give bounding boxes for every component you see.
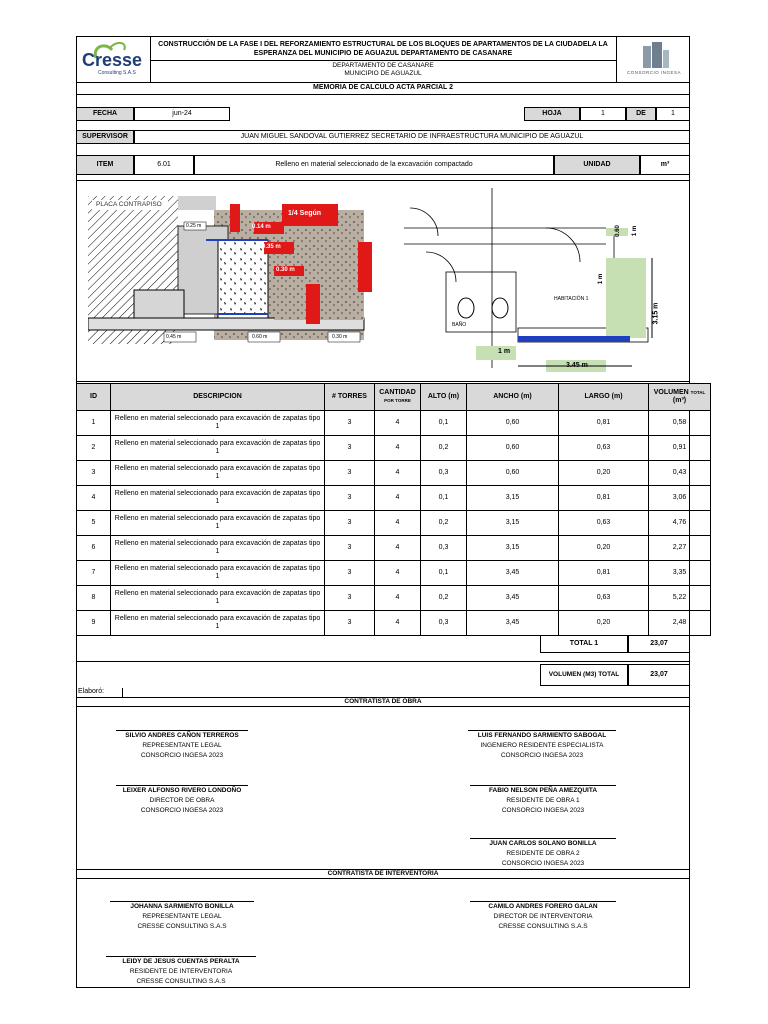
cell-cantidad: 4 [375, 536, 421, 561]
cell-torres: 3 [325, 561, 375, 586]
volumen-total-label: VOLUMEN (M3) TOTAL [540, 664, 628, 686]
col-id: ID [77, 384, 111, 411]
cell-volumen: 2,48 [649, 611, 711, 636]
cell-ancho: 3,15 [467, 536, 559, 561]
plan-dim-label: 1 m [598, 273, 605, 285]
logo-left-text: Cresse [82, 50, 143, 70]
signature-block: FABIO NELSON PEÑA AMEZQUITA RESIDENTE DE OBRA 1 CONSORCIO INGESA 2023 [470, 785, 616, 816]
signature-block: LEIXER ALFONSO RIVERO LONDOÑO DIRECTOR DE OBRA CONSORCIO INGESA 2023 [116, 785, 248, 816]
table-row [77, 536, 711, 561]
cell-desc: Relleno en material seleccionado para excavación de zapatas tipo 1 [111, 461, 325, 486]
cell-id: 2 [77, 436, 111, 461]
logo-left [76, 36, 151, 82]
hoja-value: 1 [580, 107, 626, 121]
section-detail-drawing [88, 196, 372, 346]
col-cantidad: CANTIDAD POR TORRE [375, 384, 421, 411]
placa-label: PLACA CONTRAPISO [96, 201, 162, 208]
cell-desc: Relleno en material seleccionado para excavación de zapatas tipo 1 [111, 411, 325, 436]
dim-label: 0.30 m [276, 267, 295, 273]
cell-largo: 0,20 [559, 536, 649, 561]
fecha-label: FECHA [76, 107, 134, 121]
cell-ancho: 0,60 [467, 411, 559, 436]
cell-desc: Relleno en material seleccionado para excavación de zapatas tipo 1 [111, 486, 325, 511]
signature-block: LEIDY DE JESUS CUENTAS PERALTA RESIDENTE DE INTERVENTORIA CRESSE CONSULTING S.A.S [106, 956, 256, 987]
table-header-row [77, 384, 711, 411]
section-contratista-obra: CONTRATISTA DE OBRA [76, 697, 690, 707]
floor-plan-drawing [396, 188, 664, 374]
cell-desc: Relleno en material seleccionado para excavación de zapatas tipo 1 [111, 536, 325, 561]
bano-label: BAÑO [452, 322, 467, 328]
table-row [77, 586, 711, 611]
dim-label: 0.60 m [252, 334, 268, 340]
cell-cantidad: 4 [375, 561, 421, 586]
habitacion-label: HABITACIÓN 1 [554, 296, 589, 302]
cell-desc: Relleno en material seleccionado para excavación de zapatas tipo 1 [111, 561, 325, 586]
table-body [77, 411, 711, 636]
cell-alto: 0,3 [421, 611, 467, 636]
cell-desc: Relleno en material seleccionado para excavación de zapatas tipo 1 [111, 436, 325, 461]
total1-label: TOTAL 1 [540, 635, 628, 653]
col-ancho: ANCHO (m) [467, 384, 559, 411]
cell-ancho: 3,45 [467, 586, 559, 611]
col-alto: ALTO (m) [421, 384, 467, 411]
cell-largo: 0,20 [559, 461, 649, 486]
cell-cantidad: 4 [375, 411, 421, 436]
cell-volumen: 0,43 [649, 461, 711, 486]
dim-label: 0.35 m [262, 244, 281, 250]
de-label: DE [626, 107, 656, 121]
cell-id: 3 [77, 461, 111, 486]
cell-ancho: 3,45 [467, 611, 559, 636]
cell-id: 9 [77, 611, 111, 636]
signature-block: LUIS FERNANDO SARMIENTO SABOGAL INGENIERO RESIDENTE ESPECIALISTA CONSORCIO INGESA 2023 [468, 730, 616, 761]
cell-ancho: 3,15 [467, 486, 559, 511]
table-row [77, 461, 711, 486]
cell-torres: 3 [325, 586, 375, 611]
table-row [77, 411, 711, 436]
plan-dim-label: 1 m [632, 225, 639, 237]
cell-ancho: 0,60 [467, 461, 559, 486]
cell-alto: 0,1 [421, 486, 467, 511]
plan-dim-label: 1 m [498, 348, 511, 355]
unidad-value: m³ [640, 155, 690, 175]
cell-id: 4 [77, 486, 111, 511]
col-torres: # TORRES [325, 384, 375, 411]
cell-largo: 0,81 [559, 411, 649, 436]
cell-alto: 0,1 [421, 411, 467, 436]
cell-ancho: 3,45 [467, 561, 559, 586]
cell-alto: 0,3 [421, 461, 467, 486]
table-row [77, 511, 711, 536]
volumen-total-value: 23,07 [628, 664, 690, 686]
cell-desc: Relleno en material seleccionado para excavación de zapatas tipo 1 [111, 511, 325, 536]
cell-id: 8 [77, 586, 111, 611]
memo-title: MEMORIA DE CALCULO ACTA PARCIAL 2 [76, 82, 690, 95]
signature-block: JOHANNA SARMIENTO BONILLA REPRESENTANTE LEGAL CRESSE CONSULTING S.A.S [110, 901, 254, 932]
seg-label: 1/4 Según [288, 210, 322, 217]
cell-id: 6 [77, 536, 111, 561]
plan-dim-label: 3.15 m [652, 302, 660, 325]
building-logo-icon [617, 36, 691, 72]
cell-largo: 0,63 [559, 511, 649, 536]
de-value: 1 [656, 107, 690, 121]
cell-alto: 0,2 [421, 436, 467, 461]
cell-torres: 3 [325, 536, 375, 561]
logo-left-sub: Consulting S.A.S [98, 70, 136, 76]
cell-cantidad: 4 [375, 486, 421, 511]
cell-alto: 0,3 [421, 536, 467, 561]
col-largo: LARGO (m) [559, 384, 649, 411]
department-text: DEPARTAMENTO DE CASANARE MUNICIPIO DE AGUAZUL [332, 62, 434, 77]
cell-id: 5 [77, 511, 111, 536]
cell-ancho: 0,60 [467, 436, 559, 461]
cell-volumen: 0,58 [649, 411, 711, 436]
col-desc: DESCRIPCION [111, 384, 325, 411]
plan-dim-label: 3.45 m [566, 362, 588, 369]
table-row [77, 486, 711, 511]
dim-label: 0.25 m [186, 223, 202, 229]
table-row [77, 561, 711, 586]
cell-torres: 3 [325, 486, 375, 511]
fecha-value: jun-24 [134, 107, 230, 121]
cell-volumen: 3,06 [649, 486, 711, 511]
cell-alto: 0,2 [421, 586, 467, 611]
logo-right-text: CONSORCIO INGESA [626, 70, 681, 75]
signature-block: CAMILO ANDRES FORERO GALAN DIRECTOR DE INTERVENTORIA CRESSE CONSULTING S.A.S [470, 901, 616, 932]
cell-largo: 0,63 [559, 436, 649, 461]
signature-block: JUAN CARLOS SOLANO BONILLA RESIDENTE DE OBRA 2 CONSORCIO INGESA 2023 [470, 838, 616, 869]
item-label: ITEM [76, 155, 134, 175]
elaboro-label: Elaboró: [78, 688, 105, 695]
item-value: 6.01 [134, 155, 194, 175]
table-row [77, 436, 711, 461]
cell-torres: 3 [325, 436, 375, 461]
project-title: CONSTRUCCIÓN DE LA FASE I DEL REFORZAMIENTO ESTRUCTURAL DE LOS BLOQUES DE APARTAMENTOS DE LA CIUDADELA LA ESPERANZA DEL MUNICIPIO DE AGUAZUL DEPARTAMENTO DE CASANARE [158, 41, 608, 57]
cell-alto: 0,1 [421, 561, 467, 586]
cell-alto: 0,2 [421, 511, 467, 536]
section-contratista-interventoria: CONTRATISTA DE INTERVENTORIA [76, 869, 690, 879]
supervisor-value: JUAN MIGUEL SANDOVAL GUTIERREZ SECRETARIO DE INFRAESTRUCTURA MUNICIPIO DE AGUAZUL [134, 130, 690, 144]
logo-right [616, 36, 691, 82]
cell-cantidad: 4 [375, 611, 421, 636]
supervisor-label: SUPERVISOR [76, 130, 134, 144]
hoja-label: HOJA [524, 107, 580, 121]
dim-label: 0.30 m [332, 334, 348, 340]
cell-largo: 0,81 [559, 561, 649, 586]
cell-volumen: 2,27 [649, 536, 711, 561]
total1-value: 23,07 [628, 635, 690, 653]
signature-block: SILVIO ANDRES CAÑON TERREROS REPRESENTANTE LEGAL CONSORCIO INGESA 2023 [116, 730, 248, 761]
cell-id: 1 [77, 411, 111, 436]
cell-desc: Relleno en material seleccionado para excavación de zapatas tipo 1 [111, 611, 325, 636]
cell-torres: 3 [325, 611, 375, 636]
cell-volumen: 0,91 [649, 436, 711, 461]
cell-desc: Relleno en material seleccionado para excavación de zapatas tipo 1 [111, 586, 325, 611]
cell-cantidad: 4 [375, 511, 421, 536]
cell-cantidad: 4 [375, 461, 421, 486]
cell-torres: 3 [325, 511, 375, 536]
dim-label: 0.45 m [166, 334, 182, 340]
cell-volumen: 4,76 [649, 511, 711, 536]
calculation-table [76, 383, 711, 636]
col-volumen: VOLUMEN TOTAL (m³) [649, 384, 711, 411]
cell-torres: 3 [325, 461, 375, 486]
unidad-label: UNIDAD [554, 155, 640, 175]
cell-torres: 3 [325, 411, 375, 436]
cell-cantidad: 4 [375, 586, 421, 611]
cell-cantidad: 4 [375, 436, 421, 461]
cell-id: 7 [77, 561, 111, 586]
item-description: Relleno en material seleccionado de la excavación compactado [194, 155, 554, 175]
cell-ancho: 3,15 [467, 511, 559, 536]
cell-volumen: 5,22 [649, 586, 711, 611]
cell-largo: 0,81 [559, 486, 649, 511]
table-row [77, 611, 711, 636]
cell-largo: 0,20 [559, 611, 649, 636]
plan-dim-label: 0.60 [614, 225, 621, 237]
cell-largo: 0,63 [559, 586, 649, 611]
cell-volumen: 3,35 [649, 561, 711, 586]
dim-label: 0.14 m [252, 224, 271, 230]
